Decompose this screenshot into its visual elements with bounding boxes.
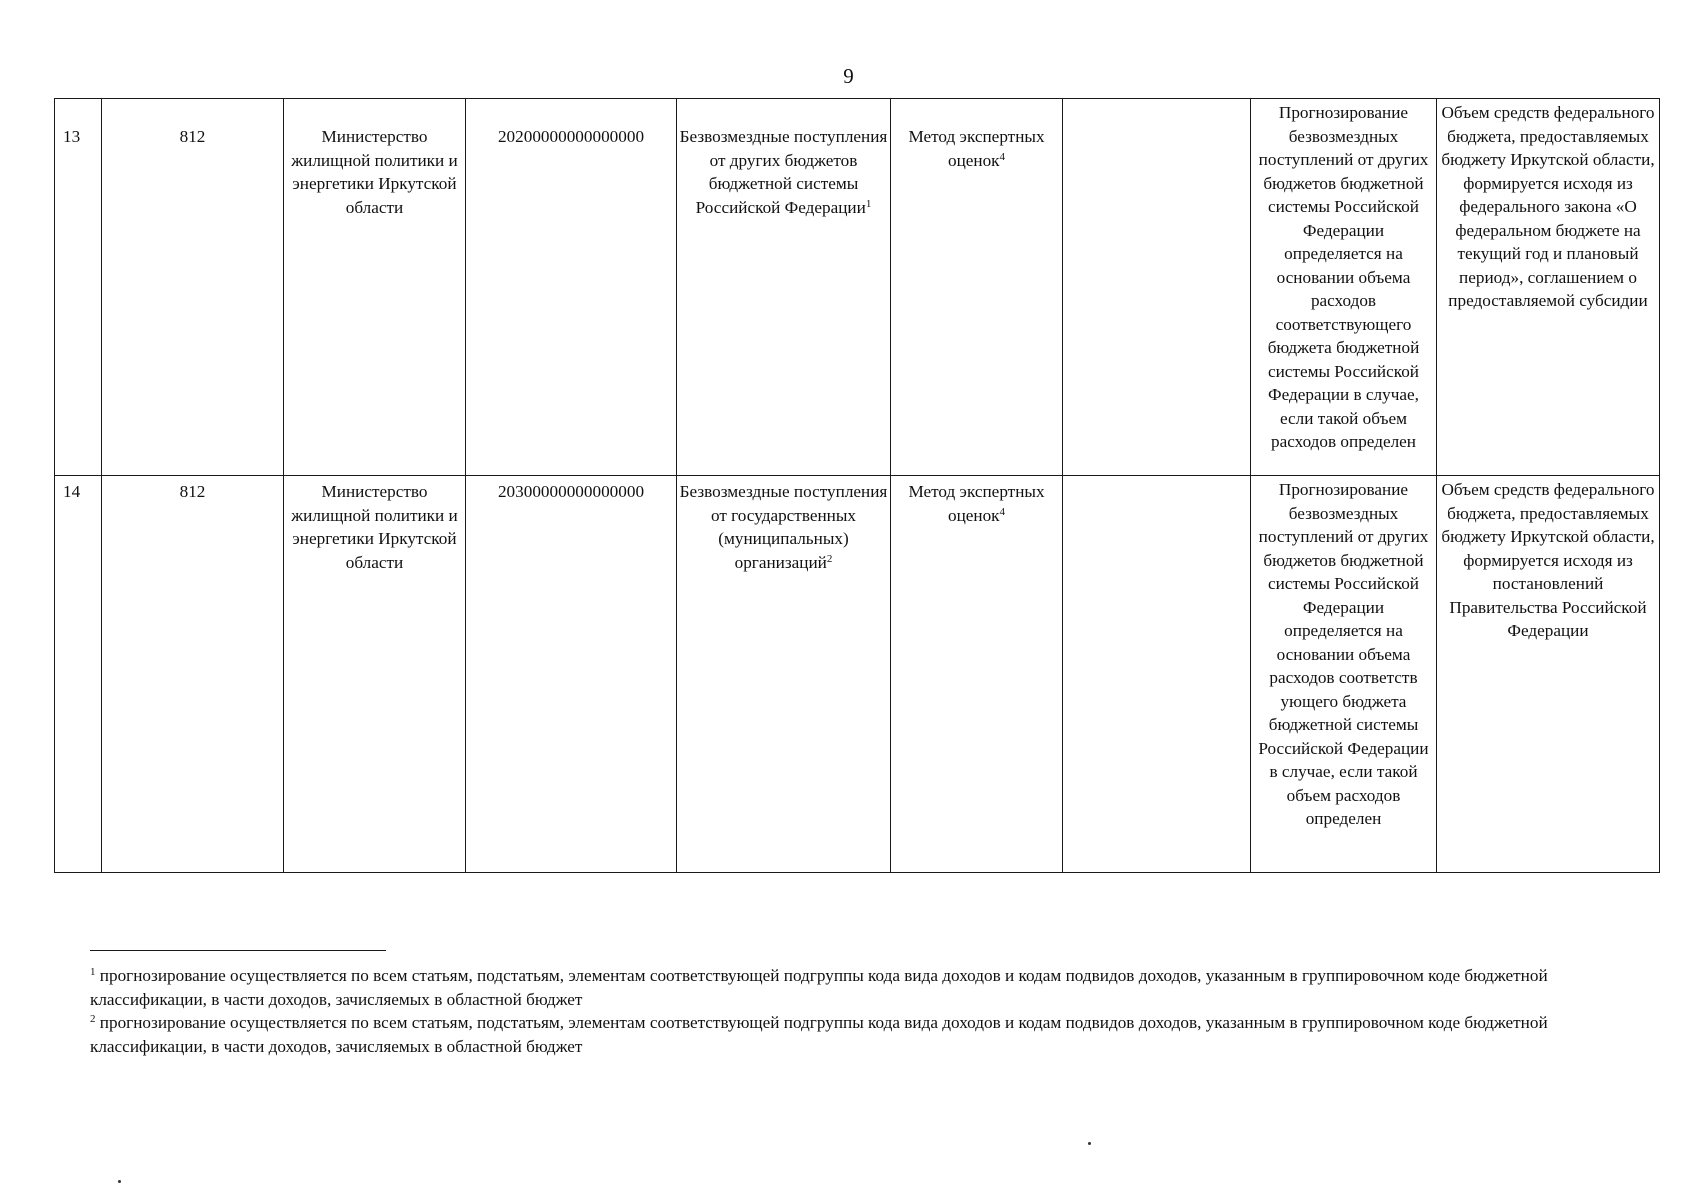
footnote-ref: 2 [826, 552, 833, 565]
administrator-name: Министерство жилищной политики и энергетики Иркутской области [284, 99, 466, 476]
budget-classification-code: 20200000000000000 [466, 99, 677, 476]
footnote-separator [90, 950, 386, 951]
data-source: Объем средств федерального бюджета, предоставляемых бюджету Иркутской области, формируется исходя из федерального закона «О федеральном бюджете на текущий год и плановый период», соглашением о предоставляемой субсидии [1437, 99, 1660, 476]
footnote-ref: 4 [999, 505, 1006, 518]
admin-code: 812 [102, 99, 284, 476]
forecast-method-cell [891, 99, 1063, 476]
revenue-name-cell [677, 99, 891, 476]
scan-speck [1088, 1142, 1091, 1145]
row-number: 14 [55, 476, 102, 873]
data-source: Объем средств федерального бюджета, предоставляемых бюджету Иркутской области, формируется исходя из постановлений Правительства Российской Федерации [1437, 476, 1660, 873]
footnote-mark: 2 [90, 1013, 96, 1025]
footnotes [90, 964, 1570, 1058]
revenue-name: Безвозмездные поступления от государственных (муниципальных) организаций [679, 482, 888, 572]
empty-cell [1063, 99, 1251, 476]
empty-cell [1063, 476, 1251, 873]
row-number: 13 [55, 99, 102, 476]
admin-code: 812 [102, 476, 284, 873]
footnote-text: прогнозирование осуществляется по всем статьям, подстатьям, элементам соответствующей подгруппы кода вида доходов и кодам подвидов доходов, указанным в группировочном коде бюджетной классификации, в части доходов, зачисляемых в областной бюджет [90, 966, 1548, 1009]
footnote-1 [90, 964, 1570, 1011]
budget-classification-code: 20300000000000000 [466, 476, 677, 873]
table-row [55, 99, 1660, 476]
forecast-method: Метод экспертных оценок [908, 127, 1045, 170]
forecast-description: Прогнозирование безвозмездных поступлений от других бюджетов бюджетной системы Российской Федерации определяется на основании объема расходов соответствующего бюджета бюджетной системы Российской Федерации в случае, если такой объем расходов определен [1251, 99, 1437, 476]
forecast-description: Прогнозирование безвозмездных поступлений от других бюджетов бюджетной системы Российской Федерации определяется на основании объема расходов соответств ующего бюджета бюджетной системы Российской Федерации в случае, если такой объем расходов определен [1251, 476, 1437, 873]
footnote-ref: 1 [865, 197, 872, 210]
revenue-name: Безвозмездные поступления от других бюджетов бюджетной системы Российской Федерации [679, 127, 888, 217]
footnote-ref: 4 [999, 150, 1006, 163]
table-row [55, 476, 1660, 873]
footnote-2 [90, 1011, 1570, 1058]
footnote-mark: 1 [90, 966, 96, 978]
forecast-method: Метод экспертных оценок [908, 482, 1045, 525]
administrator-name: Министерство жилищной политики и энергетики Иркутской области [284, 476, 466, 873]
scan-speck [118, 1180, 121, 1183]
footnote-text: прогнозирование осуществляется по всем статьям, подстатьям, элементам соответствующей подгруппы кода вида доходов и кодам подвидов доходов, указанным в группировочном коде бюджетной классификации, в части доходов, зачисляемых в областной бюджет [90, 1013, 1548, 1056]
forecast-method-cell [891, 476, 1063, 873]
revenue-name-cell [677, 476, 891, 873]
revenue-forecast-table [54, 98, 1660, 873]
page-number: 9 [843, 64, 854, 88]
